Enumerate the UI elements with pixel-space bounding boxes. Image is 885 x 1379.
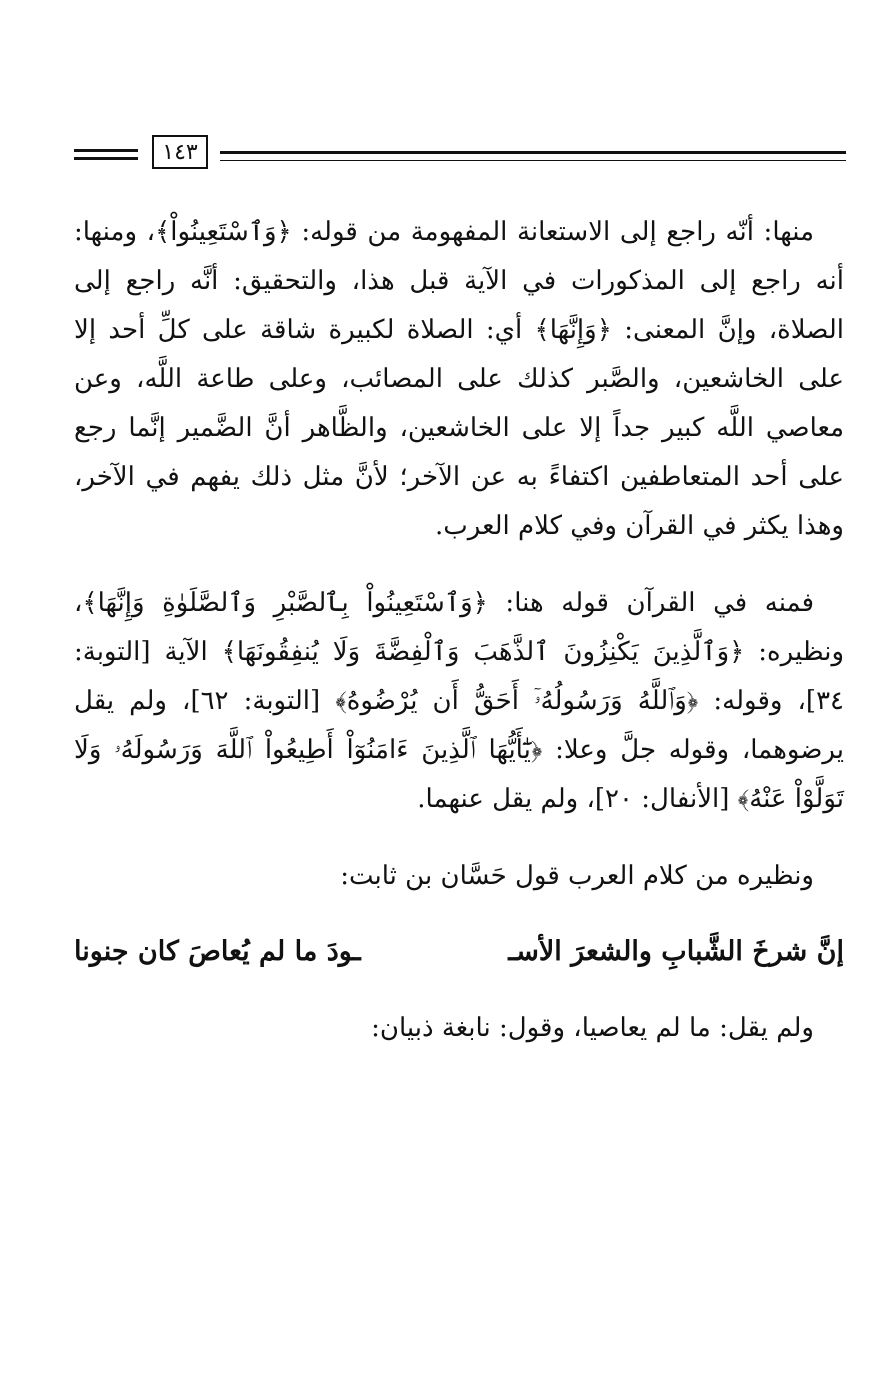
header-rule-right <box>220 151 846 154</box>
page-body <box>74 208 844 1053</box>
verse-first-hemistich: إنَّ شرخَ الشَّبابِ والشعرَ الأسـ <box>508 936 844 967</box>
header-rule-left <box>74 149 138 152</box>
page-header <box>74 135 846 175</box>
paragraph-1: منها: أنّه راجع إلى الاستعانة المفهومة من قوله: ﴿وَٱسْتَعِينُواْ﴾، ومنها: أنه راجع إلى المذكورات في الآية قبل هذا، والتحقيق: أنَّه راجع إلى الصلاة، وإنَّ المعنى: ﴿وَإِنَّهَا﴾ أي: الصلاة لكبيرة شاقة على كلِّ أحد إلا على الخاشعين، والصَّبر كذلك على المصائب، وعلى طاعة اللَّه، وعن معاصي اللَّه كبير جداً إلا على الخاشعين، والظَّاهر أنَّ الضَّمير إنَّما رجع على أحد المتعاطفين اكتفاءً به عن الآخر؛ لأنَّ مثل ذلك يفهم في الآخر، وهذا يكثر في القرآن وفي كلام العرب. <box>74 217 844 541</box>
paragraph-2: فمنه في القرآن قوله هنا: ﴿وَٱسْتَعِينُواْ بِٱلصَّبْرِ وَٱلصَّلَوٰةِ وَإِنَّهَا﴾، ونظيره: ﴿وَٱلَّذِينَ يَكْنِزُونَ ٱلذَّهَبَ وَٱلْفِضَّةَ وَلَا يُنفِقُونَهَا﴾ الآية [التوبة: ٣٤]، وقوله: ﴿وَٱللَّهُ وَرَسُولُهُۥٓ أَحَقُّ أَن يُرْضُوهُ﴾ [التوبة: ٦٢]، ولم يقل يرضوهما، وقوله جلَّ وعلا: ﴿يَٰٓأَيُّهَا ٱلَّذِينَ ءَامَنُوٓاْ أَطِيعُواْ ٱللَّهَ وَرَسُولَهُۥ وَلَا تَوَلَّوْاْ عَنْهُ﴾ [الأنفال: ٢٠]، ولم يقل عنهما. <box>74 588 844 814</box>
verse-second-hemistich: ـودَ ما لم يُعاصَ كان جنونا <box>74 936 361 967</box>
header-rule-left-lower <box>74 157 138 160</box>
header-rule-right-thin <box>220 160 846 161</box>
page-number: ١٤٣ <box>152 135 208 169</box>
paragraph-3: ونظيره من كلام العرب قول حَسَّان بن ثابت: <box>340 861 814 891</box>
closing-line: ولم يقل: ما لم يعاصيا، وقول: نابغة ذبيان: <box>371 1013 814 1043</box>
poetry-verse <box>74 927 844 976</box>
